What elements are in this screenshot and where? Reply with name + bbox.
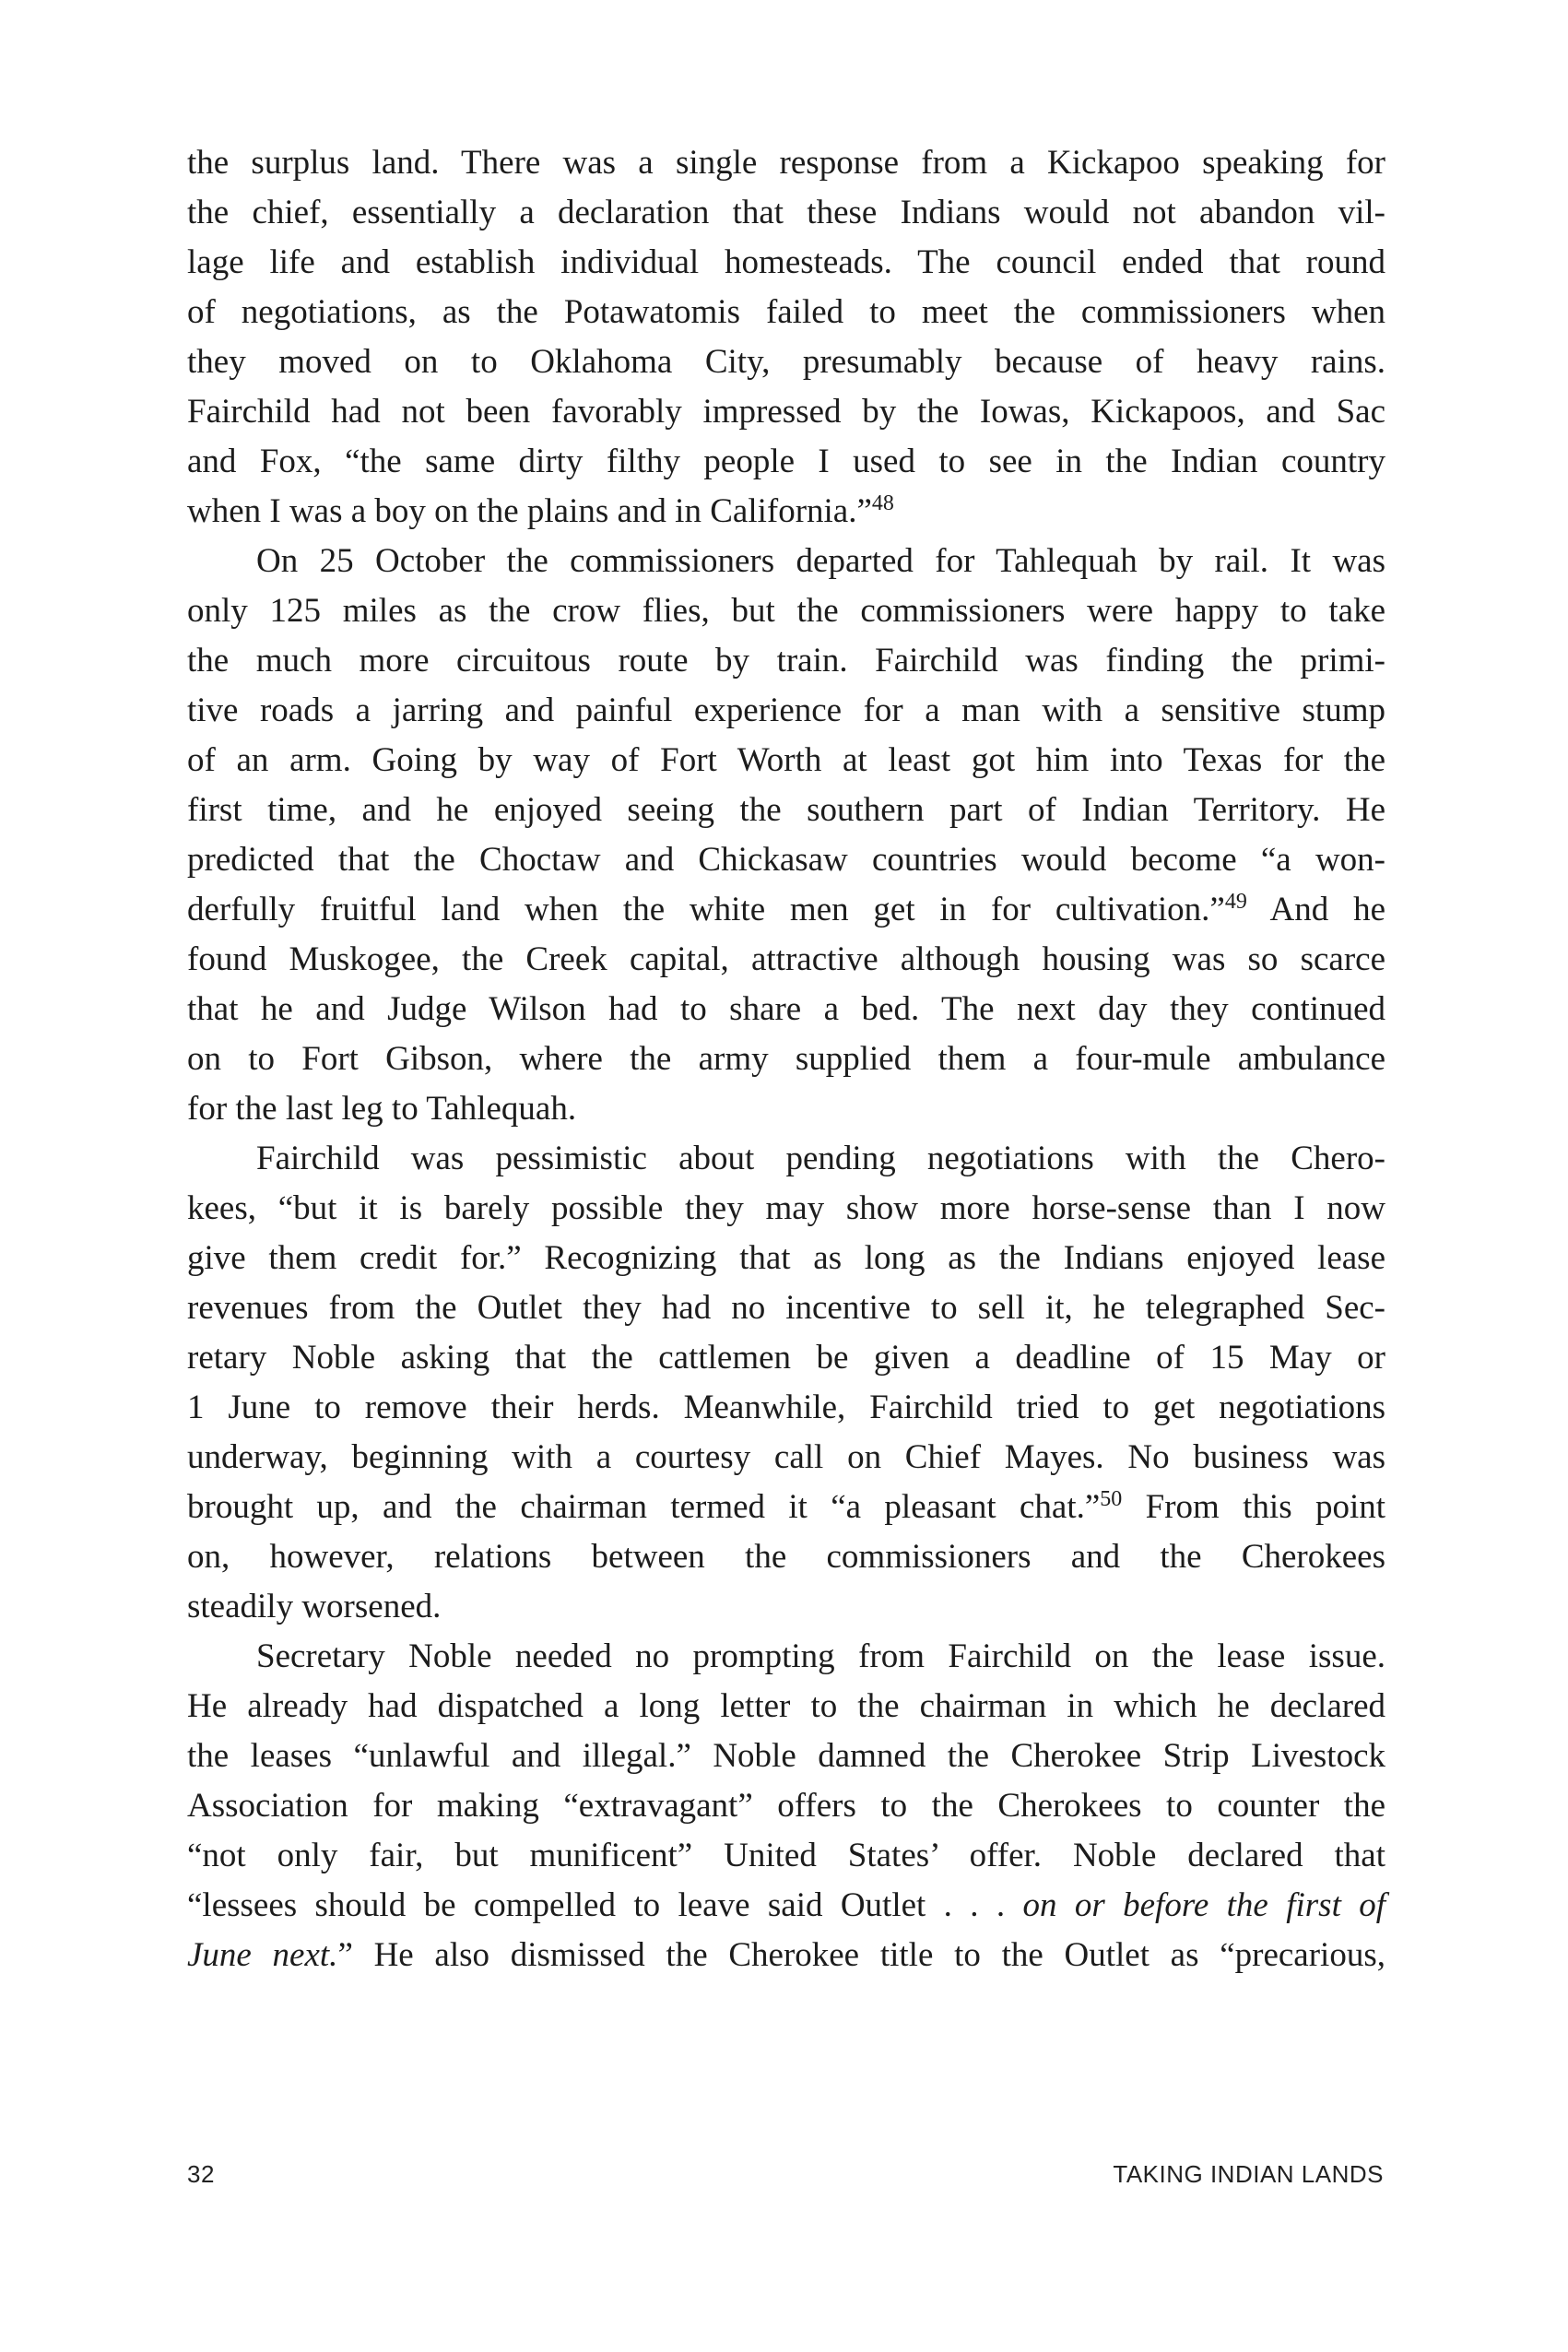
page-number: 32	[187, 2160, 215, 2188]
line-text: give them credit for.” Recognizing that as long as the Indians enjoyed lease	[187, 1239, 1385, 1277]
text-line	[187, 985, 1385, 1034]
text-line	[187, 786, 1385, 835]
footnote-marker: 50	[1100, 1487, 1123, 1511]
text-line	[187, 736, 1385, 786]
text-line	[187, 885, 1385, 935]
text-line	[187, 337, 1385, 387]
text-line	[187, 1532, 1385, 1582]
line-text: lage life and establish individual homesteads. The council ended that round	[187, 243, 1385, 281]
italic-text: on or before the first of	[1022, 1886, 1385, 1924]
text-line	[187, 1831, 1385, 1881]
line-text: “lessees should be compelled to leave said Outlet . . .	[187, 1886, 1023, 1924]
line-text: revenues from the Outlet they had no incentive to sell it, he telegraphed Sec-	[187, 1289, 1385, 1327]
text-line	[187, 636, 1385, 686]
line-text: the leases “unlawful and illegal.” Noble damned the Cherokee Strip Livestock	[187, 1737, 1385, 1775]
line-text: Fairchild was pessimistic about pending negotiations with the Chero-	[256, 1140, 1385, 1177]
line-text: they moved on to Oklahoma City, presumably because of heavy rains.	[187, 343, 1385, 381]
line-text: kees, “but it is barely possible they may show more horse-sense than I now	[187, 1189, 1385, 1227]
text-line	[187, 835, 1385, 885]
line-text: of an arm. Going by way of Fort Worth at least got him into Texas for the	[187, 741, 1385, 779]
line-text: for the last leg to Tahlequah.	[187, 1090, 577, 1128]
text-line	[187, 1333, 1385, 1383]
line-text: first time, and he enjoyed seeing the southern part of Indian Territory. He	[187, 791, 1385, 829]
line-text: retary Noble asking that the cattlemen be given a deadline of 15 May or	[187, 1339, 1385, 1377]
line-text: underway, beginning with a courtesy call on Chief Mayes. No business was	[187, 1438, 1385, 1476]
line-text: when I was a boy on the plains and in California.”	[187, 492, 872, 530]
line-text: Secretary Noble needed no prompting from Fairchild on the lease issue.	[256, 1637, 1385, 1675]
running-title: TAKING INDIAN LANDS	[1113, 2160, 1384, 2188]
text-line	[187, 188, 1385, 238]
text-line	[187, 1234, 1385, 1283]
line-text: steadily worsened.	[187, 1588, 442, 1625]
line-text-after: And he	[1246, 891, 1385, 928]
text-line	[187, 1632, 1385, 1682]
line-text: and Fox, “the same dirty filthy people I used to see in the Indian country	[187, 443, 1385, 480]
text-line	[187, 387, 1385, 437]
text-line	[187, 1383, 1385, 1433]
line-text: found Muskogee, the Creek capital, attractive although housing was so scarce	[187, 940, 1385, 978]
text-line	[187, 238, 1385, 288]
line-text: predicted that the Choctaw and Chickasaw countries would become “a won-	[187, 841, 1385, 879]
line-text: the surplus land. There was a single response from a Kickapoo speaking for	[187, 144, 1385, 182]
line-text: On 25 October the commissioners departed for Tahlequah by rail. It was	[256, 542, 1385, 580]
text-line	[187, 1184, 1385, 1234]
line-text: Fairchild had not been favorably impressed by the Iowas, Kickapoos, and Sac	[187, 393, 1385, 431]
text-line	[187, 1931, 1385, 1980]
text-line	[187, 437, 1385, 487]
text-line	[187, 1881, 1385, 1931]
text-line	[187, 1034, 1385, 1084]
text-line	[187, 537, 1385, 586]
text-line	[187, 138, 1385, 188]
line-text: brought up, and the chairman termed it “a pleasant chat.”	[187, 1488, 1101, 1526]
line-text: Association for making “extravagant” offers to the Cherokees to counter the	[187, 1787, 1385, 1825]
line-text: of negotiations, as the Potawatomis failed to meet the commissioners when	[187, 293, 1385, 331]
text-line	[187, 1134, 1385, 1184]
line-text: ” He also dismissed the Cherokee title to the Outlet as “precarious,	[337, 1936, 1385, 1974]
line-text: tive roads a jarring and painful experience for a man with a sensitive stump	[187, 691, 1385, 729]
footnote-marker: 48	[871, 491, 894, 515]
text-line	[187, 487, 1385, 537]
text-line	[187, 1433, 1385, 1483]
text-line	[187, 1682, 1385, 1731]
text-line	[187, 1483, 1385, 1532]
text-line	[187, 586, 1385, 636]
line-text: the chief, essentially a declaration that these Indians would not abandon vil-	[187, 194, 1385, 231]
text-line	[187, 1084, 1385, 1134]
text-line	[187, 288, 1385, 337]
line-text: on, however, relations between the commissioners and the Cherokees	[187, 1538, 1385, 1576]
line-text: He already had dispatched a long letter to the chairman in which he declared	[187, 1687, 1385, 1725]
text-line	[187, 1731, 1385, 1781]
text-line	[187, 1283, 1385, 1333]
line-text: the much more circuitous route by train. Fairchild was finding the primi-	[187, 642, 1385, 680]
line-text: “not only fair, but munificent” United States’ offer. Noble declared that	[187, 1837, 1385, 1874]
footnote-marker: 49	[1224, 890, 1247, 914]
text-line	[187, 686, 1385, 736]
line-text-after: From this point	[1122, 1488, 1385, 1526]
text-line	[187, 1781, 1385, 1831]
text-line	[187, 1582, 1385, 1632]
line-text: only 125 miles as the crow flies, but the commissioners were happy to take	[187, 592, 1385, 630]
line-text: that he and Judge Wilson had to share a bed. The next day they continued	[187, 990, 1385, 1028]
line-text: on to Fort Gibson, where the army supplied them a four-mule ambulance	[187, 1040, 1385, 1078]
italic-text: June next.	[187, 1936, 338, 1974]
line-text: derfully fruitful land when the white men get in for cultivation.”	[187, 891, 1225, 928]
line-text: 1 June to remove their herds. Meanwhile, Fairchild tried to get negotiations	[187, 1389, 1385, 1426]
text-line	[187, 935, 1385, 985]
